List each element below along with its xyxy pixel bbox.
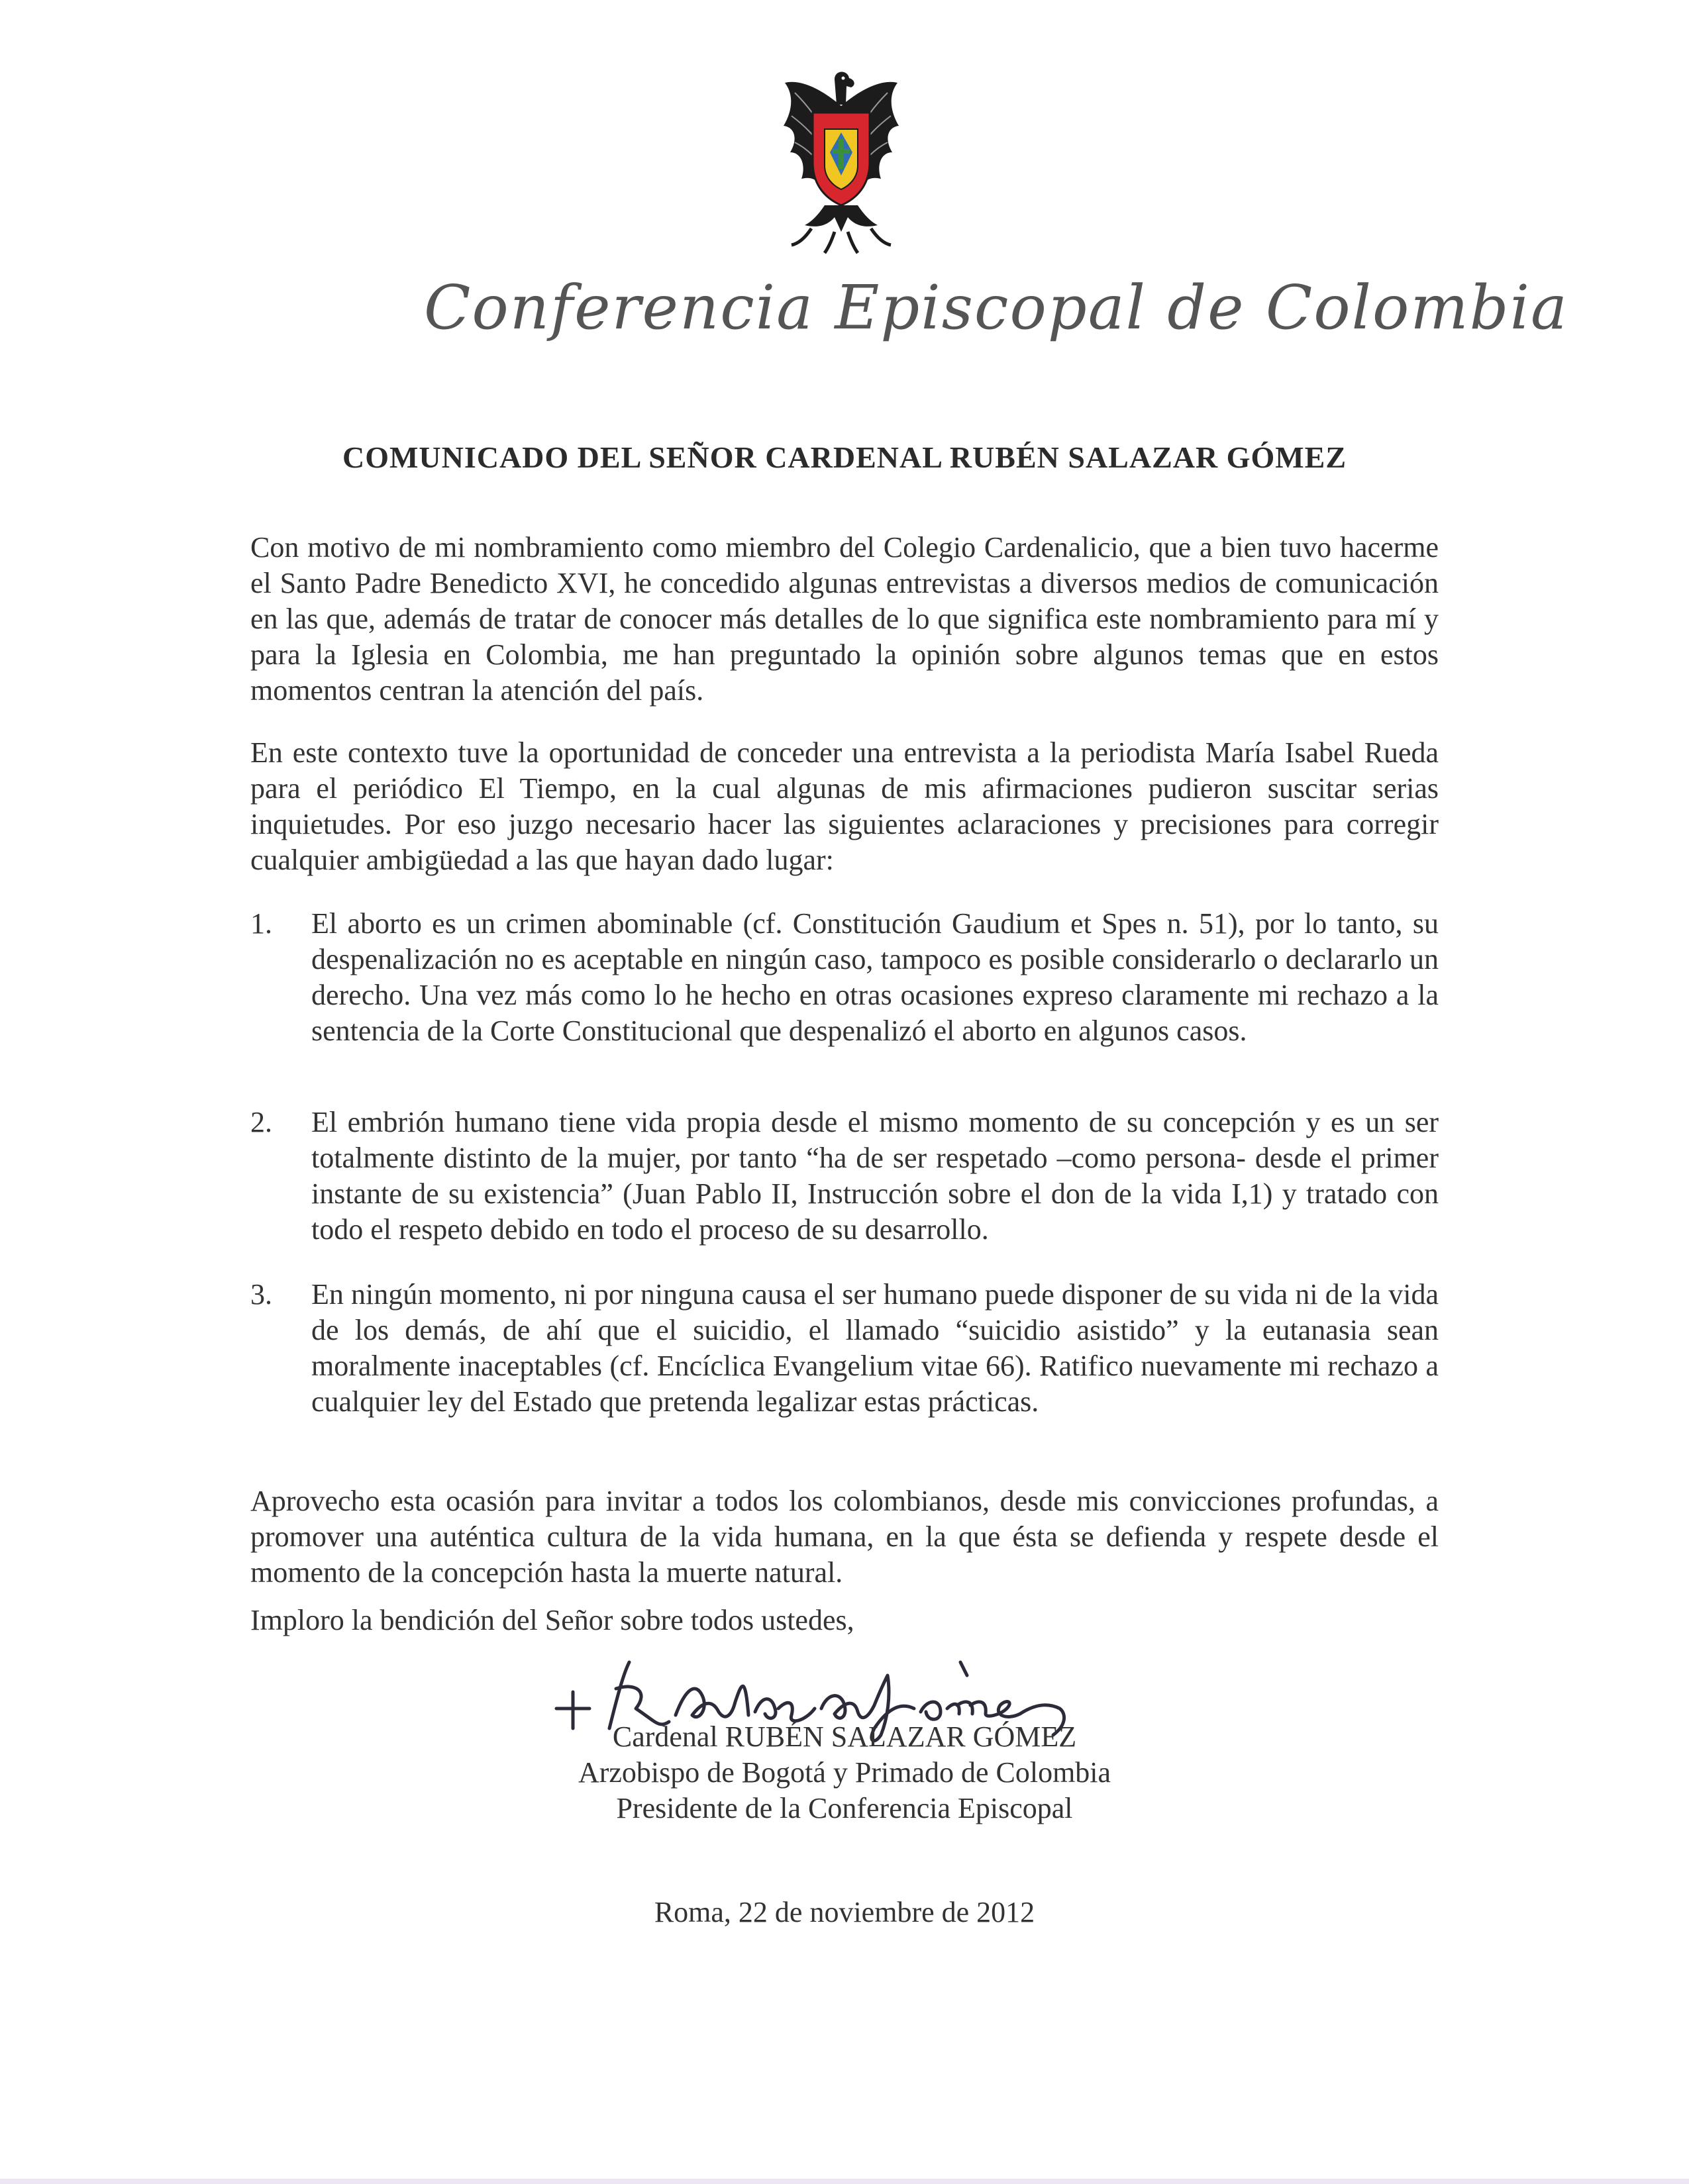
list-item-number: 3. bbox=[250, 1278, 272, 1311]
blessing-line: Imploro la bendición del Señor sobre todos ustedes, bbox=[250, 1604, 854, 1636]
signer-role-president: Presidente de la Conferencia Episcopal bbox=[616, 1792, 1073, 1824]
page-title: COMUNICADO DEL SEÑOR CARDENAL RUBÉN SALAZAR GÓMEZ bbox=[342, 440, 1347, 474]
scan-edge bbox=[0, 2179, 1689, 2184]
list-item-text: El embrión humano tiene vida propia desde el mismo momento de su concepción y es un ser totalmente distinto de la mujer, por tanto “ha de ser respetado –como persona- desde el primer instante de su existencia” (Juan Pablo II, Instrucción sobre el don de la vida I,1) y tratado con todo el respeto debido en todo el proceso de su desarrollo. bbox=[311, 1106, 1439, 1246]
organization-name-script: Conferencia Episcopal de Colombia bbox=[424, 272, 1568, 343]
context-paragraph: En este contexto tuve la oportunidad de conceder una entrevista a la periodista María Isabel Rueda para el periódico El Tiempo, en la cual algunas de mis afirmaciones pudieron suscitar serias inquietudes. Por eso juzgo necesario hacer las siguientes aclaraciones y precisiones para corregir cualquier ambigüedad a las que hayan dado lugar: bbox=[250, 736, 1439, 876]
signer-name: Cardenal RUBÉN SALAZAR GÓMEZ bbox=[612, 1720, 1077, 1753]
list-item-number: 2. bbox=[250, 1106, 272, 1138]
closing-paragraph: Aprovecho esta ocasión para invitar a todos los colombianos, desde mis convicciones profundas, a promover una auténtica cultura de la vida humana, en la que ésta se defienda y respete desde el momento de la concepción hasta la muerte natural. bbox=[250, 1485, 1439, 1589]
intro-paragraph: Con motivo de mi nombramiento como miembro del Colegio Cardenalicio, que a bien tuvo hacerme el Santo Padre Benedicto XVI, he concedido algunas entrevistas a diversos medios de comunicación en las que, además de tratar de conocer más detalles de lo que significa este nombramiento para mí y para la Iglesia en Colombia, me han preguntado la opinión sobre algunos temas que en estos momentos centran la atención del país. bbox=[250, 531, 1439, 707]
eagle-coat-of-arms-icon bbox=[772, 66, 911, 258]
list-item-text: En ningún momento, ni por ninguna causa el ser humano puede disponer de su vida ni de la vida de los demás, de ahí que el suicidio, el llamado “suicidio asistido” y la eutanasia sean moralmente inaceptables (cf. Encíclica Evangelium vitae 66). Ratifico nuevamente mi rechazo a cualquier ley del Estado que pretenda legalizar estas prácticas. bbox=[311, 1278, 1439, 1418]
signer-role-archbishop: Arzobispo de Bogotá y Primado de Colombia bbox=[578, 1756, 1111, 1789]
place-and-date: Roma, 22 de noviembre de 2012 bbox=[654, 1896, 1035, 1928]
list-item-text: El aborto es un crimen abominable (cf. Constitución Gaudium et Spes n. 51), por lo tanto, su despenalización no es aceptable en ningún caso, tampoco es posible considerarlo o declararlo un derecho. Una vez más como lo he hecho en otras ocasiones expreso claramente mi rechazo a la sentencia de la Corte Constitucional que despenalizó el aborto en algunos casos. bbox=[311, 907, 1439, 1047]
list-item-number: 1. bbox=[250, 907, 272, 940]
